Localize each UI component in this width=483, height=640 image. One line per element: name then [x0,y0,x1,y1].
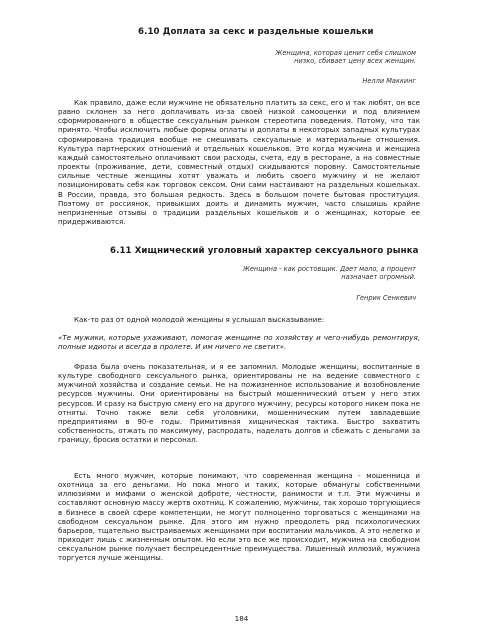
page-number: 184 [234,614,249,623]
epigraph-6-10: Женщина, которая ценит себя слишком низко, сбивает цену всех женщин. [275,49,416,66]
paragraph-6-11-a: Фраза была очень показательная, и я ее запомнил. Молодые женщины, воспитанные в культуре свободного сексуального рынка, ориентированы не на ведение совместного с мужчиной хозяйства и создание семьи. Не на пожизненное использование и возобновление ресурсов мужчины. Они ориентированы на быстрый мошеннический отъем у него этих ресурсов. И сразу на быструю смену его на другого мужчину, ресурсы которого никем пока не отняты. Точно также вели себя уголовники, мошенническим путем завладевшие предприятиями в 90-е годы. Примитивная хищническая тактика. Быстро захватить собственность, отжать по максимуму, распродать, наделать долгов и сбежать с деньгами за границу, бросив остатки и персонал. [58,362,420,445]
epigraph-author-6-10: Нелли Маккинг [362,77,416,85]
epigraph-6-11: Женщина - как ростовщик. Дает мало, а процент назначает огромный. [242,265,416,282]
paragraph-6-10: Как правило, даже если мужчине не обязательно платить за секс, его и так любят, он все равно склонен за него доплачивать из-за своей низкой самооценки и под влиянием сформированного в обществе сексуальным рынком стереотипа поведения. Потому, что так принято. Чтобы исключить любые формы оплаты и доплаты в некоторых западных культурах сформирована традиция вообще не смешивать сексуальные и материальные отношения. Культура партнерских отношений и отдельных кошельков. Это когда мужчина и женщина каждый самостоятельно оплачивают свои расходы, счета, еду в ресторане, а на совместные проекты (проживание, дети, совместный отдых) скидываются поровну. Самостоятельные сильные честные женщины хотят уважать и любить своего мужчину и не желают позиционировать себя как торговок сексом. Они сами настаивают на раздельных кошельках. В России, правда, это большая редкость. Здесь в большом почете бытовая проституция. Поэтому от россиянок, привыкших доить и динамить мужчин, часто слышишь крайне непризненные отзывы о традиции раздельных кошельков и о женщинах, которые ее придерживаются. [58,98,420,227]
section-heading-6-10: 6.10 Доплата за секс и раздельные кошельки [138,27,374,37]
section-heading-6-11: 6.11 Хищнический уголовный характер сексуального рынка [110,246,419,256]
quoted-remark: «Те мужики, которые ухаживают, помогая женщине по хозяйству и чего-нибудь ремонтируя, полные идиоты и всегда в пролете. И им ничего не светит». [58,333,420,352]
paragraph-6-11-b: Есть много мужчин, которые понимают, что современная женщина - мошенница и охотница за его деньгами. Но пока много и таких, которые обманугы собственными иллюзиями и мифами о женской доброте, честности, ранимости и т.п. Эти мужчины и составляют основную массу жертв охотниц. К сожалению, мужчины, так хорошо торгующиеся в бизнесе в своей сфере компетенции, не могут полноценно торговаться с женщинами на свободном сексуальном рынке. Для этого им нужно преодолеть ряд психологических барьеров, тщательно выстраиваемых женщинами при воспитании мальчиков. А это нелегко и приходит лишь с жизненным опытом. Но если это все же происходит, мужчина на свободном сексуальном рынке получает беспрецедентные преимущества. Лишенный иллюзий, мужчина торгуется лучше женщины. [58,471,420,563]
epigraph-author-6-11: Генрик Сенкевич [356,294,416,302]
intro-line-6-11: Как-то раз от одной молодой женщины я услышал высказывание: [74,315,325,324]
